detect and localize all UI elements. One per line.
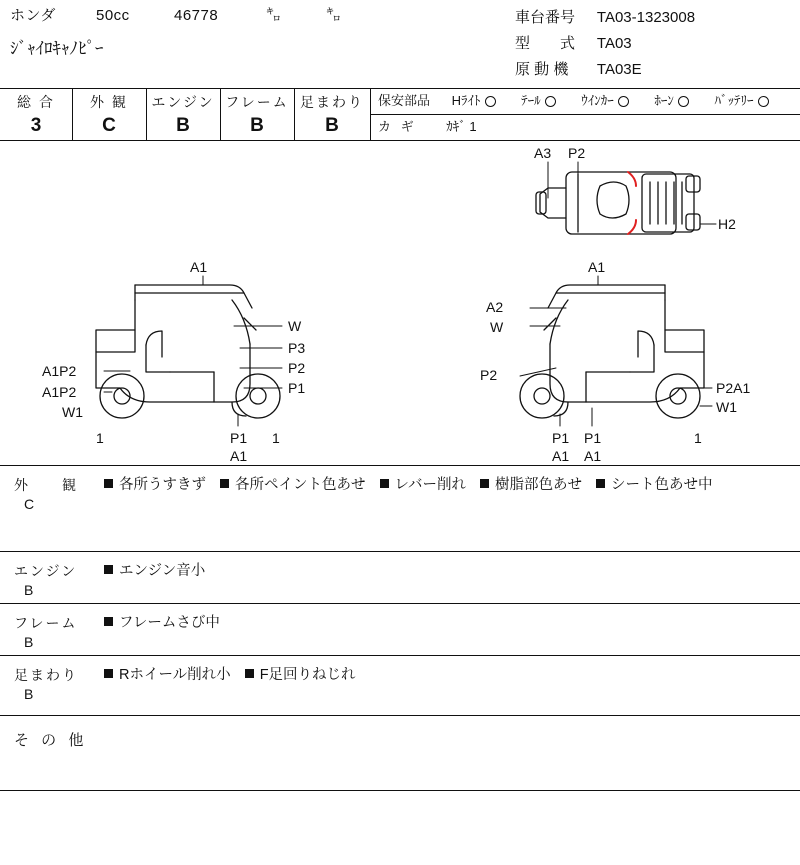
comment-row-suspension [0,655,800,715]
comment-item-text: 各所うすきず [119,477,206,493]
label-P2-right: P2 [480,367,498,383]
comment-item [596,475,713,495]
engine-row [515,57,695,83]
mileage-mark: ㌔ [326,7,342,24]
equipment-title: 保安部品 [378,93,431,108]
grade-label: フレーム [225,94,289,110]
header-right [515,5,695,83]
key-label: カ ギ [378,119,417,134]
comment-grade: C [24,496,35,512]
top-view [536,172,700,234]
label-W1-left: W1 [62,404,83,420]
label-P2A1-right: P2A1 [716,380,751,396]
divider-grade-1 [72,88,73,140]
diagram-svg [0,140,800,465]
label-P1-right-1: P1 [552,430,570,446]
model-name: ｼﾞｬｲﾛｷｬﾉﾋﾟｰ [10,39,104,58]
comment-items [104,613,792,633]
grade-value: B [325,115,339,136]
comment-grade: B [24,582,34,598]
damage-diagram [0,140,800,465]
grade-label: 総 合 [17,94,55,110]
equipment-label: Hﾗｲﾄ [451,93,481,108]
bullet-icon [480,479,489,488]
grade-value: B [250,115,264,136]
comment-item-text: シート色あせ中 [611,477,713,493]
label-A3: A3 [534,145,552,161]
label-1-right: 1 [694,430,702,446]
comment-grade: B [24,686,34,702]
comment-item [245,665,356,685]
circle-icon [678,96,689,107]
bullet-icon [220,479,229,488]
equipment-label: ﾊﾞｯﾃﾘｰ [714,93,754,108]
other-label: そ の 他 [14,732,88,749]
comment-item [380,475,467,495]
divider-grade-4 [294,88,295,140]
label-W1-right: W1 [716,399,737,415]
label-P2-top: P2 [568,145,586,161]
label-W-right: W [490,319,504,335]
header-left [10,4,500,59]
comment-items [104,665,792,685]
comment-label: フレーム [14,615,78,631]
comment-row-engine [0,551,800,603]
maker-name: ホンダ [10,7,56,24]
comment-label: 足まわり [14,667,78,683]
divider-grade-2 [146,88,147,140]
label-P1-left-bottom: P1 [230,430,248,446]
key-value: ｶｷﾞ 1 [446,119,477,134]
comment-item [104,613,220,633]
equipment-item-tail [521,88,556,114]
grade-value: B [176,115,190,136]
comment-items [104,561,792,581]
label-A1-right-roof: A1 [588,259,606,275]
comment-item-text: レバー削れ [394,477,466,493]
left-side-view [96,285,280,418]
label-A2-right: A2 [486,299,504,315]
grade-label: 足まわり [300,94,364,110]
comment-grade: B [24,634,34,650]
comment-item [104,665,231,685]
bullet-icon [596,479,605,488]
circle-icon [758,96,769,107]
engine-label: 原 動 機 [515,61,569,78]
comment-item [104,561,205,581]
mileage-value: 46778 [174,7,219,24]
key-row [378,114,798,140]
label-A1P2-left-2: A1P2 [42,384,77,400]
equipment-row [378,88,798,114]
label-P2-left: P2 [288,360,306,376]
comment-label: エンジン [14,563,78,579]
label-1-left-rear: 1 [96,430,104,446]
bullet-icon [380,479,389,488]
equipment-item-horn [654,88,689,114]
label-P1-right-2: P1 [584,430,602,446]
grade-cell-exterior [72,88,146,140]
comment-item [104,475,206,495]
grade-cell-suspension [294,88,370,140]
label-H2: H2 [718,216,736,232]
grade-label: エンジン [151,94,215,110]
label-A1-left-roof: A1 [190,259,208,275]
engine-value: TA03E [596,61,642,78]
label-P1-left: P1 [288,380,306,396]
equipment-label: ｳｲﾝｶｰ [581,93,614,108]
label-W-left: W [288,318,302,334]
comment-items [104,475,792,495]
bullet-icon [104,565,113,574]
type-value: TA03 [596,35,632,52]
header-primary-row [10,4,500,25]
displacement: 50cc [96,7,130,24]
comment-item-text: 樹脂部色あせ [495,477,582,493]
right-side-view [520,285,704,418]
circle-icon [545,96,556,107]
comment-label: 外 観 [14,477,78,493]
comment-row-exterior [0,465,800,551]
mileage-unit: ㌔ [266,7,282,24]
grade-value: 3 [30,115,42,136]
divider-other-bottom [0,790,800,791]
label-A1-right-2: A1 [584,448,602,464]
comment-item-text: Rホイール削れ小 [119,667,231,683]
circle-icon [618,96,629,107]
equipment-label: ﾃｰﾙ [521,93,541,108]
divider-grade-3 [220,88,221,140]
grade-label: 外 観 [90,94,128,110]
header-block [0,0,800,88]
bullet-icon [104,669,113,678]
comment-item-text: フレームさび中 [119,615,220,631]
comment-item-text: F足回りねじれ [259,667,356,683]
equipment-item-battery [715,88,769,114]
circle-icon [485,96,496,107]
bullet-icon [104,617,113,626]
comment-item [480,475,582,495]
label-A1P2-left-1: A1P2 [42,363,77,379]
equipment-item-winker [581,88,629,114]
grade-value: C [102,115,116,136]
type-label: 型 式 [515,35,576,52]
label-P3-left: P3 [288,340,306,356]
grade-cell-engine [146,88,220,140]
bullet-icon [104,479,113,488]
chassis-label: 車台番号 [515,9,576,26]
comment-item [220,475,366,495]
comment-item-text: エンジン音小 [119,563,206,579]
label-A1-right-1: A1 [552,448,570,464]
chassis-row [515,5,695,31]
equipment-item-headlight [452,88,496,114]
bullet-icon [245,669,254,678]
grade-cell-total [0,88,72,140]
label-A1-left-bottom: A1 [230,448,248,464]
type-row [515,31,695,57]
grade-cell-frame [220,88,294,140]
comment-row-frame [0,603,800,655]
equipment-label: ﾎｰﾝ [654,93,674,108]
other-row [0,715,800,790]
comment-item-text: 各所ペイント色あせ [235,477,366,493]
divider-equipment-mid [370,114,800,115]
label-1-left-front: 1 [272,430,280,446]
chassis-value: TA03-1323008 [596,9,696,26]
